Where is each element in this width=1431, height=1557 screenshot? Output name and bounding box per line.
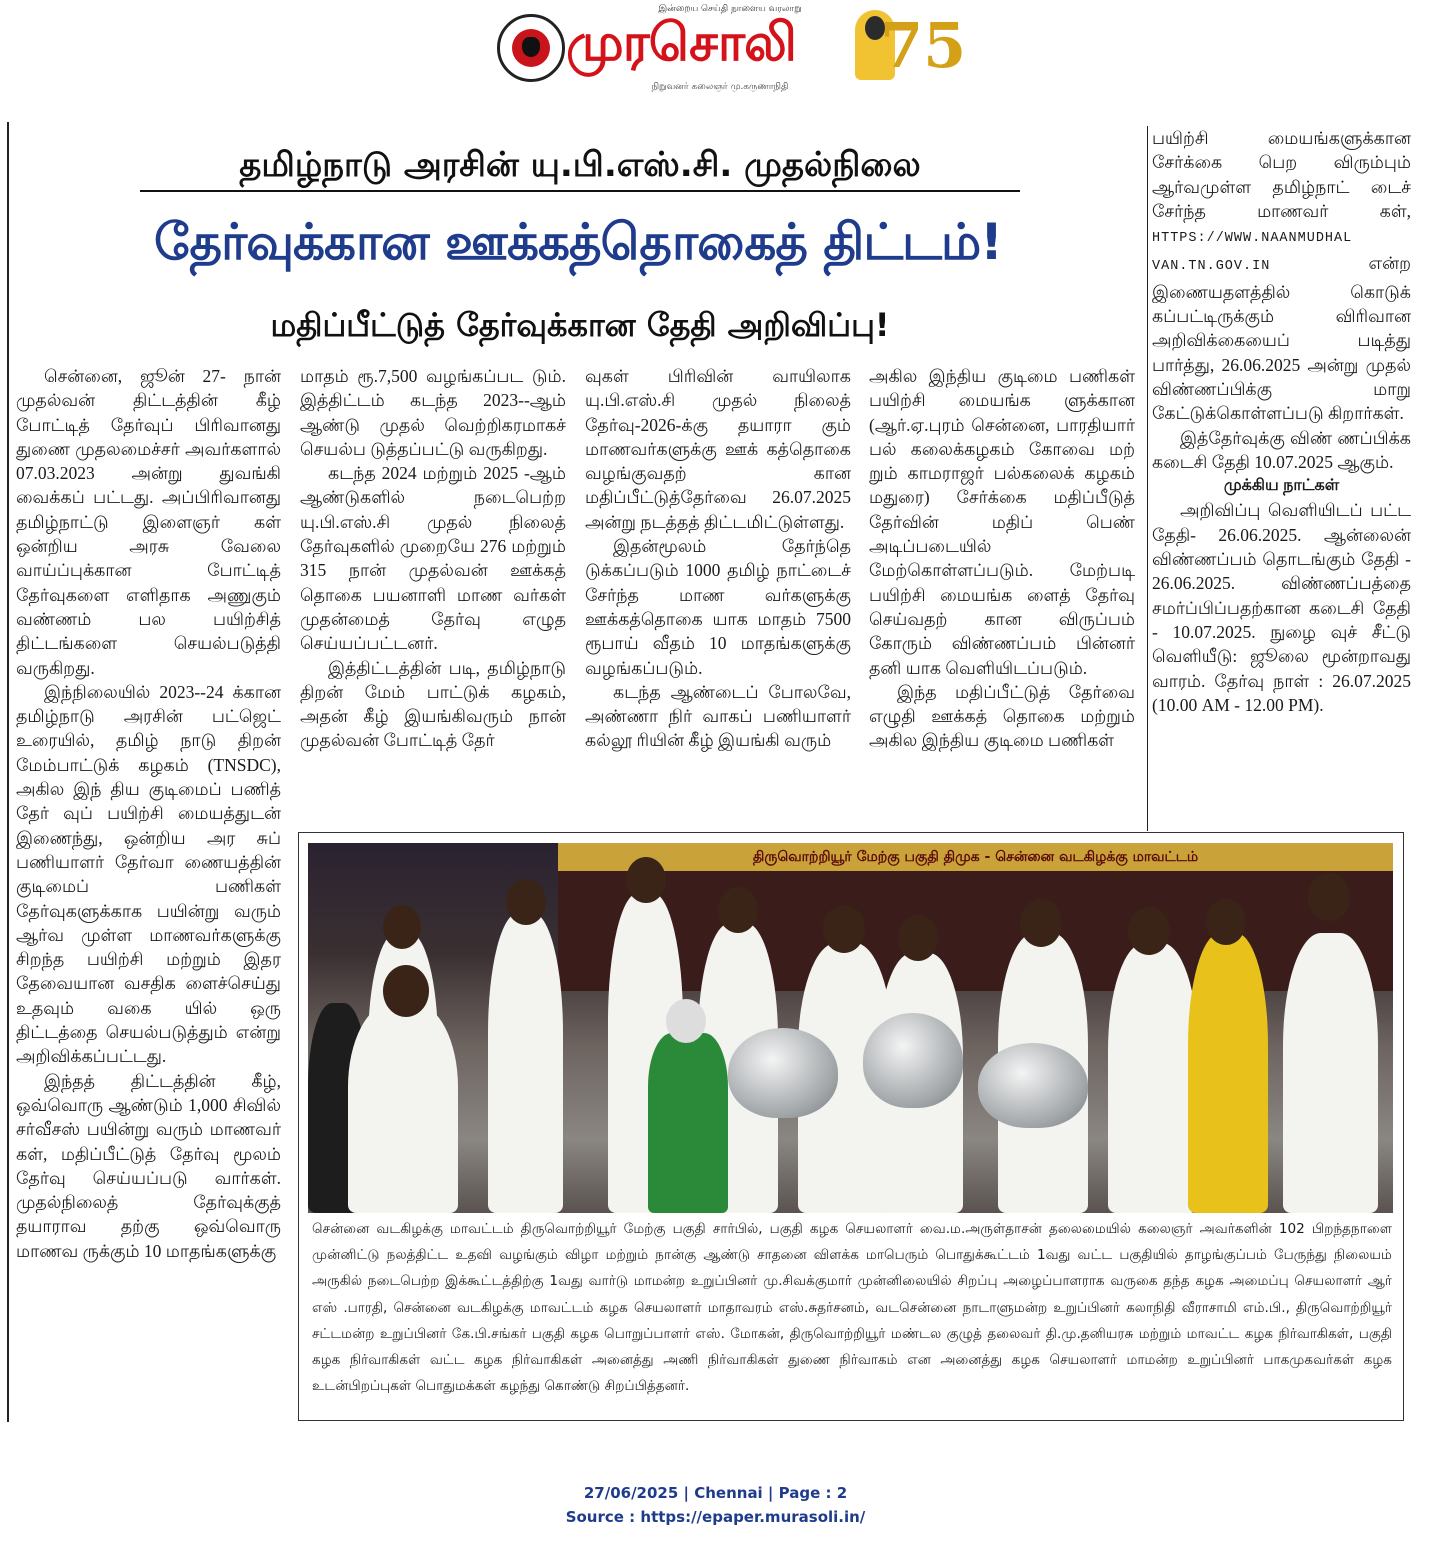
photo-caption: சென்னை வடகிழக்கு மாவட்டம் திருவொற்றியூர் மேற்கு பகுதி சார்பில், பகுதி கழக செயலாளர் வை.ம.அருள்தாசன் தலைமையில் கலைஞர் அவர்களின் 102 பிறந்தநாளை முன்னிட்டு நலத்திட்ட உதவி வழங்கும் விழா மற்றும் நான்கு ஆண்டு சாதனை விளக்க மாபெரும் பொதுக்கூட்டம் 1வது வட்ட பகுதியில் தாழங்குப்பம் பேருந்து நிலையம் அருகில் நடைபெற்ற இக்கூட்டத்திற்கு 1வது வார்டு மாமன்ற உறுப்பினர் மு.சிவக்குமார் முன்னிலையில் சிறப்பு அழைப்பாளராக வருகை தந்த கழக அமைப்பு செயலாளர் ஆர் எஸ் .பாரதி, சென்னை வடகிழக்கு மாவட்டம் கழக செயலாளர் மாதாவரம் எஸ்.சுதர்சனம், வடசென்னை நாடாளுமன்ற உறுப்பினர் கலாநிதி வீராசாமி எம்.பி., திருவொற்றியூர் சட்டமன்ற உறுப்பினர் கே.பி.சங்கர் பகுதி கழக பொறுப்பாளர் எஸ். மோகன், திருவொற்றியூர் மண்டல குழுத் தலைவர் தி.மு.தனியரசு மற்றும் மாவட்ட கழக நிர்வாகிகள், பகுதி கழக நிர்வாகிகள் வட்ட கழக நிர்வாகிகள் அனைத்து அணி நிர்வாகிகள் துணை நிர்வாகம் என அனைத்து கழக செயலாளர் மாமன்ற உறுப்பினர் பாகமுகவர்கள் கழக உடன்பிறப்புகள் பொதுமக்கள் கழந்து கொண்டு சிறப்பித்தனர். (312, 1221, 1392, 1395)
article-column-1 (16, 364, 281, 1424)
newspaper-logo: முரசொலி (566, 12, 796, 73)
article-column-5 (1152, 126, 1411, 826)
person (488, 913, 563, 1213)
person-head (1128, 907, 1170, 955)
paragraph: கடந்த 2024 மற்றும் 2025 -ஆம் ஆண்டுகளில் நடைபெற்ற யு.பி.எஸ்.சி முதல் நிலைத் தேர்வுகளில் முறையே 276 மற்றும் 315 நான் முதல்வன் ஊக்கத் தொகை பயனாளி மாண வர்கள் முதன்மைத் தேர்வு எழுத செய்யப்பட்டனர். (300, 463, 566, 654)
page-left-rule (7, 122, 9, 1422)
article-column-2 (300, 364, 566, 824)
article-column-3 (585, 364, 851, 824)
important-dates-heading: முக்கிய நாட்கள் (1223, 477, 1340, 495)
person (1108, 943, 1198, 1213)
paragraph: இதன்மூலம் தேர்ந்தெ டுக்கப்படும் 1000 தமிழ் நாட்டைச் சேர்ந்த மாண வர்களுக்கு ஊக்கத்தொகை யாக மாதம் 7500 ரூபாய் வீதம் 10 மாதங்களுக்கு வழங்கப்படும். (585, 536, 851, 678)
footer-source-link[interactable]: Source : https://epaper.murasoli.in/ (565, 1508, 866, 1526)
steel-bowl (863, 1013, 963, 1108)
person-head (1020, 899, 1062, 947)
anniversary-number: 75 (880, 9, 967, 82)
person (348, 1003, 458, 1213)
footer-date-line: 27/06/2025 | Chennai | Page : 2 (583, 1484, 848, 1502)
paragraph: இந்நிலையில் 2023--24 க்கான தமிழ்நாடு அரசின் பட்ஜெட் உரையில், தமிழ் நாடு திறன் மேம்பாட்டுக் கழகம் (TNSDC), அகில இந் திய குடிமைப் பணித் தேர் வுப் பயிற்சி மையத்துடன் இணைந்து, ஒன்றிய அர சுப் பணியாளர் தேர்வா ணையத்தின் குடிமைப் பணிகள் தேர்வுகளுக்காக பயின்று வரும் ஆர்வ முள்ள மாணவர்களுக்கு சிறந்த பயிற்சி மற்றும் இதர தேவையான வசதிக ளைச்செய்து உதவும் வகை யில் ஒரு திட்டத்தை செயல்படுத்தும் என்று அறிவிக்கப்பட்டது. (16, 681, 281, 1067)
person-head (1308, 873, 1350, 921)
elderly-woman-green-sari (648, 1033, 728, 1213)
emblem-icon (497, 14, 565, 82)
person-head (718, 887, 758, 933)
person-head (383, 905, 421, 949)
paragraph: கடந்த ஆண்டைப் போலவே, அண்ணா நிர் வாகப் பணியாளர் கல்லூ ரியின் கீழ் இயங்கி வரும் (585, 681, 851, 751)
article-kicker: தமிழ்நாடு அரசின் யு.பி.எஸ்.சி. முதல்நிலை (239, 145, 921, 185)
stage-banner (558, 843, 1393, 871)
stage-backdrop (558, 871, 1393, 991)
person-head (383, 965, 429, 1017)
masthead (0, 0, 1431, 110)
article-subhead: மதிப்பீட்டுத் தேர்வுக்கான தேதி அறிவிப்பு! (270, 306, 890, 344)
column-divider (1147, 126, 1148, 831)
paragraph: இந்த மதிப்பீட்டுத் தேர்வை எழுதி ஊக்கத் தொகை மற்றும் அகில இந்திய குடிமை பணிகள் (869, 681, 1135, 751)
stage-banner-text: திருவொற்றியூர் மேற்கு பகுதி திமுக - சென்னை வடகிழக்கு மாவட்டம் (752, 849, 1199, 865)
person (1283, 933, 1378, 1213)
logo-subtitle: நிறுவனர் கலைஞர் மு.கருணாநிதி (651, 82, 789, 92)
paragraph: அறிவிப்பு வெளியிடப் பட்ட தேதி- 26.06.2025. ஆன்லைன் விண்ணப்பம் தொடங்கும் தேதி - 26.06.2025. விண்ணப்பத்தை சமர்ப்பிப்பதற்கான கடைசி தேதி - 10.07.2025. நுழை வுச் சீட்டு வெளியீடு: ஜூலை மூன்றாவது வாரம். தேர்வு நாள் : 26.07.2025 (10.00 AM - 12.00 PM). (1152, 500, 1411, 715)
paragraph: சென்னை, ஜூன் 27- நான் முதல்வன் திட்டத்தின் கீழ் போட்டித் தேர்வுப் பிரிவானது துணை முதலமைச்சர் அவர்களால் 07.03.2023 அன்று துவங்கி வைக்கப் பட்டது. அப்பிரிவானது தமிழ்நாட்டு இளைஞர் கள் ஒன்றிய அரசு வேலை வாய்ப்புக்கான போட்டித் தேர்வுகளை எளிதாக அணுகும் வண்ணம் பல பயிற்சித் திட்டங்களை செயல்படுத்தி வருகிறது. (16, 366, 281, 678)
paragraph-text: என்ற இணையதளத்தில் கொடுக் கப்பட்டிருக்கும் விரிவான அறிவிக்கையைப் படித்து பார்த்து, 26.06.2025 அன்று முதல் விண்ணப்பிக்கு மாறு கேட்டுக்கொள்ளப்படு கிறார்கள். (1152, 253, 1411, 424)
person-head (823, 905, 865, 953)
paragraph (1152, 126, 1411, 426)
paragraph: இத்தேர்வுக்கு விண் ணப்பிக்க கடைசி தேதி 10.07.2025 ஆகும். (1152, 427, 1411, 472)
event-photo (308, 843, 1393, 1213)
paragraph: இத்திட்டத்தின் படி, தமிழ்நாடு திறன் மேம் பாட்டுக் கழகம், அதன் கீழ் இயங்கிவரும் நான் முதல்வன் போட்டித் தேர் (300, 657, 566, 751)
paragraph: இந்தத் திட்டத்தின் கீழ், ஒவ்வொரு ஆண்டும் 1,000 சிவில் சர்வீசஸ் பயின்று வரும் மாணவர் கள், மதிப்பீட்டுத் தேர்வு மூலம் தேர்வு செய்யப்படு வார்கள். முதல்நிலைத் தேர்வுக்குத் தயாராவ தற்கு ஒவ்வொரு மாணவ ருக்கும் 10 மாதங்களுக்கு (16, 1070, 281, 1261)
steel-bowl (978, 1043, 1088, 1128)
kicker-underline (140, 190, 1020, 192)
steel-bowl (728, 1028, 838, 1118)
person-head (506, 879, 546, 925)
masthead-tagline: இன்றைய செய்தி நாளைய வரலாறு (658, 4, 802, 14)
paragraph: மாதம் ரூ.7,500 வழங்கப்பட டும். இத்திட்டம் கடந்த 2023--ஆம் ஆண்டு முதல் வெற்றிகரமாகச் செயல்ப டுத்தப்பட்டு வருகிறது. (300, 366, 566, 459)
person-head (666, 999, 706, 1043)
person-head (1206, 899, 1246, 945)
website-url: HTTPS://WWW.NAANMUDHAL VAN.TN.GOV.IN (1152, 231, 1353, 275)
person-yellow-shirt (1188, 933, 1268, 1213)
person-head (898, 915, 938, 961)
article-column-4 (869, 364, 1135, 824)
paragraph-text: பயிற்சி மையங்களுக்கான சேர்க்கை பெற விரும்பும் ஆர்வமுள்ள தமிழ்நாட் டைச் சேர்ந்த மாணவர் கள், (1152, 128, 1411, 221)
paragraph: வுகள் பிரிவின் வாயிலாக யு.பி.எஸ்.சி முதல் நிலைத் தேர்வு-2026-க்கு தயாரா கும் மாணவர்களுக்கு ஊக் கத்தொகை வழங்குவதற் கான மதிப்பீட்டுத்தேர்வை 26.07.2025 அன்று நடத்தத் திட்டமிட்டுள்ளது. (585, 366, 851, 532)
article-headline: தேர்வுக்கான ஊக்கத்தொகைத் திட்டம்! (154, 213, 1002, 271)
emblem-figure (522, 37, 540, 57)
paragraph: அகில இந்திய குடிமை பணிகள் பயிற்சி மையங்க ளுக்கான (ஆர்.ஏ.புரம் சென்னை, பாரதியார் பல் கலைக்கழகம் கோவை மற் றும் காமராஜர் பல்கலைக் கழகம் மதுரை) சேர்க்கை மதிப்பீடுத் தேர்வின் மதிப் பெண் அடிப்படையில் மேற்கொள்ளப்படும். மேற்படி பயிற்சி மையங்க ளைத் தேர்வு செய்வதற் கான விருப்பம் கோரும் விண்ணப்பம் பின்னர் தனி யாக வெளியிடப்படும். (869, 366, 1135, 678)
person-head (626, 857, 666, 903)
